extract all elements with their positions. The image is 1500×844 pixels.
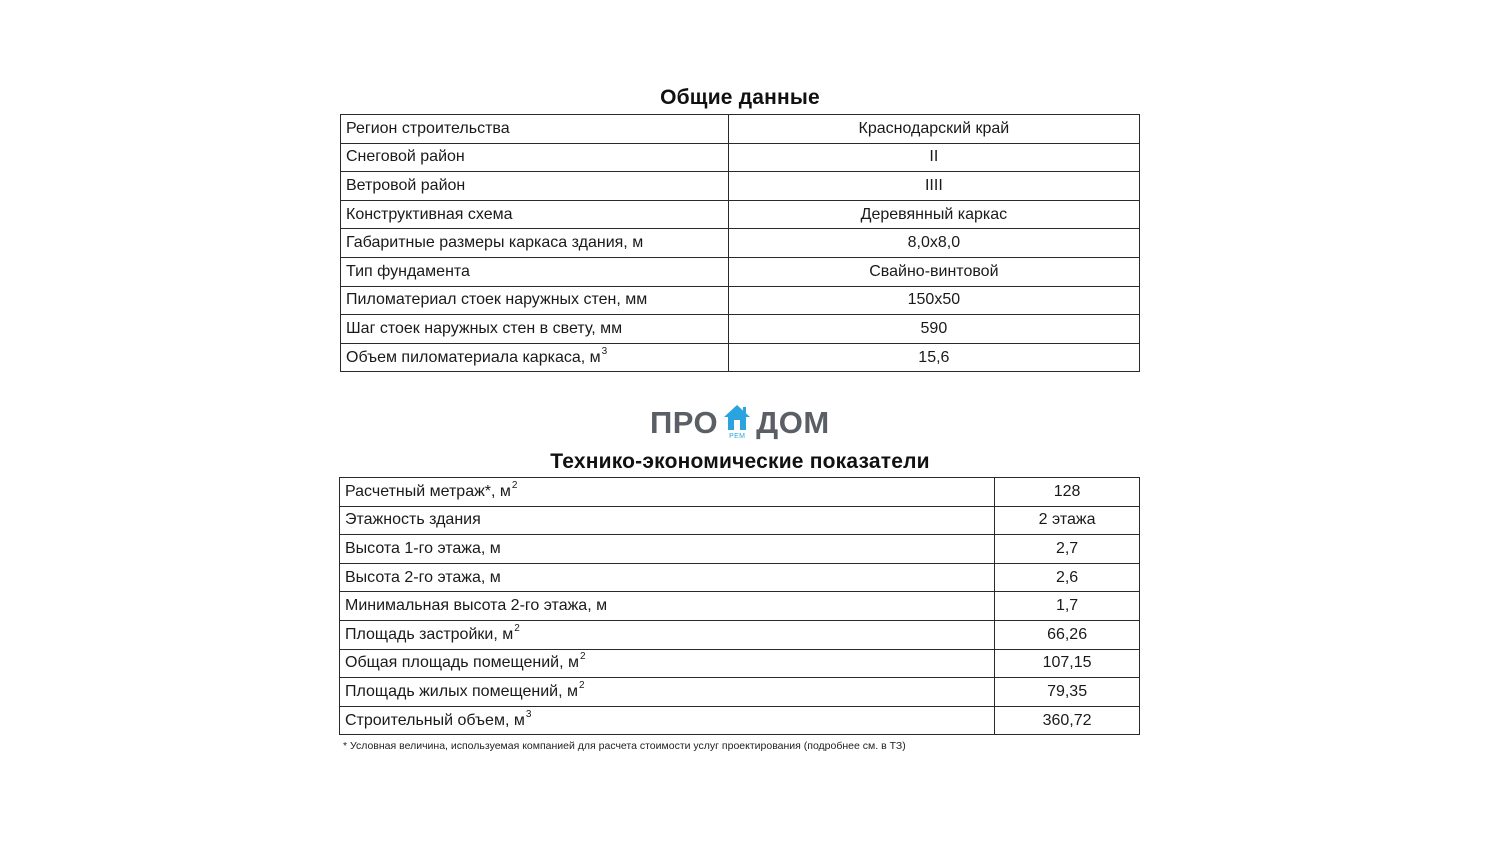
row-label: Ветровой район [341,172,729,201]
table-row [341,172,1140,201]
table-row [340,535,1140,564]
table-row [341,115,1140,144]
row-label: Пиломатериал стоек наружных стен, мм [341,286,729,315]
unit-superscript: 2 [579,651,586,663]
table-row [341,315,1140,344]
row-label: Габаритные размеры каркаса здания, м [341,229,729,258]
table-row [340,563,1140,592]
row-value: 107,15 [995,649,1140,678]
house-icon [722,403,752,443]
row-label: Строительный объем, $м^3$ [340,706,995,735]
row-value: 128 [995,478,1140,507]
general-data-table [340,114,1140,372]
general-data-title: Общие данные [660,86,820,109]
row-label: Высота 1-го этажа, м [340,535,995,564]
table-row [341,286,1140,315]
logo-house-caption: РЕМ [729,433,746,440]
row-label: Этажность здания [340,506,995,535]
unit-superscript: 2 [514,622,520,634]
table-row [340,649,1140,678]
row-label: Регион строительства [341,115,729,144]
unit-superscript: 3 [525,708,532,720]
table-row [341,257,1140,286]
row-label: Площадь застройки, $м^2$ [340,620,995,649]
table-row [340,592,1140,621]
row-value: 15,6 [728,343,1139,372]
row-value: 1,7 [995,592,1140,621]
row-value: Деревянный каркас [728,200,1139,229]
tech-indicators-title: Технико-экономические показатели [550,450,930,473]
table-row [341,143,1140,172]
logo-word-dom: ДОМ [756,405,830,440]
unit-superscript: 2 [578,679,585,691]
row-label: Расчетный метраж*, $м^2$ [340,478,995,507]
row-value: IIII [728,172,1139,201]
row-label: Минимальная высота 2-го этажа, м [340,592,995,621]
row-value: Свайно-винтовой [728,257,1139,286]
row-label: Тип фундамента [341,257,729,286]
table-row [341,229,1140,258]
pro-dom-logo [650,401,850,445]
row-label: Конструктивная схема [341,200,729,229]
row-value: Краснодарский край [728,115,1139,144]
table-row [340,506,1140,535]
row-value: II [728,143,1139,172]
row-label: Объем пиломатериала каркаса, $м^3$ [341,343,729,372]
row-value: 360,72 [995,706,1140,735]
row-value: 66,26 [995,620,1140,649]
table-row [341,343,1140,372]
row-label: Общая площадь помещений, $м^2$ [340,649,995,678]
table-row [340,478,1140,507]
row-value: 2,7 [995,535,1140,564]
row-label: Снеговой район [341,143,729,172]
row-value: 2 этажа [995,506,1140,535]
table-row [341,200,1140,229]
logo-word-pro: ПРО [650,405,719,440]
footnote: * Условная величина, используемая компанией для расчета стоимости услуг проектирования (подробнее см. в ТЗ) [343,740,906,752]
row-value: 150x50 [728,286,1139,315]
row-label: Площадь жилых помещений, $м^2$ [340,678,995,707]
row-value: 8,0x8,0 [728,229,1139,258]
row-label: Шаг стоек наружных стен в свету, мм [341,315,729,344]
row-value: 590 [728,315,1139,344]
unit-superscript: 2 [511,479,518,491]
table-row [340,706,1140,735]
tech-indicators-table [339,477,1140,735]
row-value: 79,35 [995,678,1140,707]
unit-superscript: 3 [601,345,608,357]
row-label: Высота 2-го этажа, м [340,563,995,592]
row-value: 2,6 [995,563,1140,592]
table-row [340,678,1140,707]
table-row [340,620,1140,649]
